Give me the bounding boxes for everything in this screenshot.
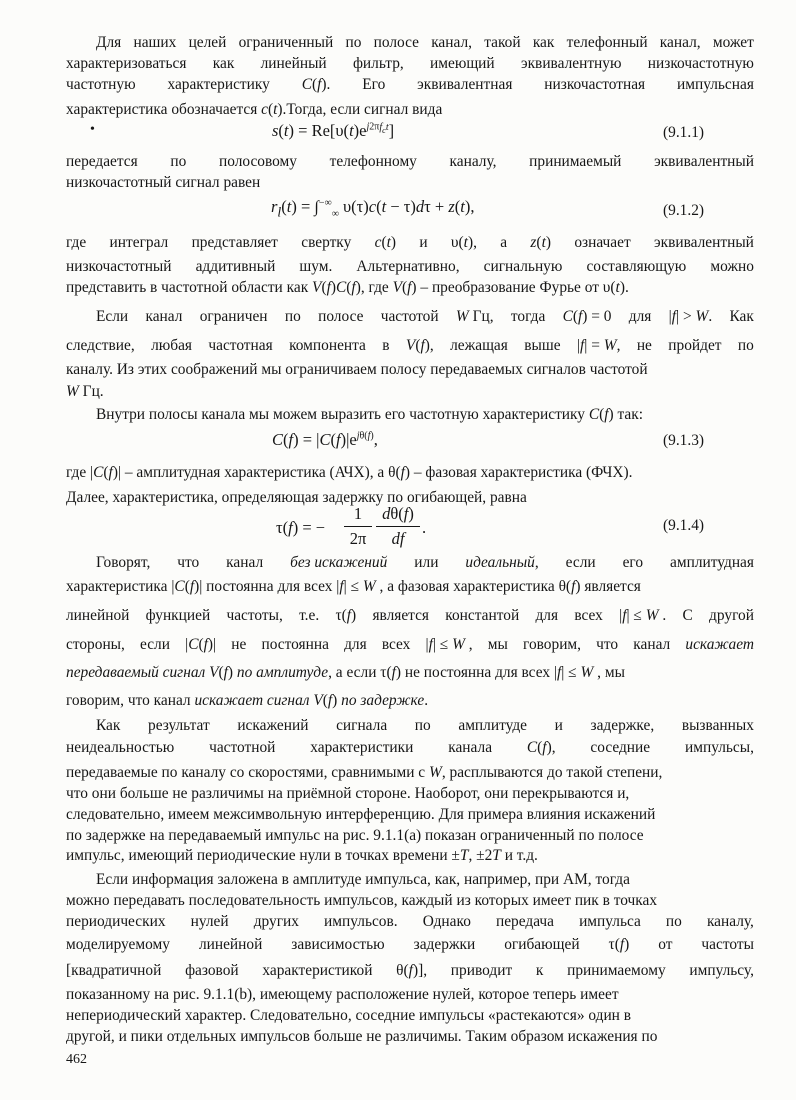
equation-9-1-4: τ(f) = − 1 2π dθ(f) df . [276, 504, 427, 548]
text-line: импульс, имеющий периодические нули в точках времени ±T, ±2T и т.д. [66, 847, 538, 864]
text-line: низкочастотный сигнал равен [66, 174, 261, 191]
word: по [345, 34, 362, 51]
text-line: Если информация заложена в амплитуде импульса, как, например, при АМ, тогда [96, 871, 630, 888]
word: Для [96, 34, 122, 51]
equation-9-1-2: $r_l(t) = \int^{-\infty}_\infty$ υ(τ)c(t − τ)dτ + z(t), [271, 197, 475, 220]
text-line: что они больше не различимы на приёмной стороне. Наоборот, они перекрываются и, [66, 785, 630, 802]
text-line: представить в частотной области как V(f)C(f), где V(f) – преобразование Фурье от υ(t). [66, 279, 629, 296]
equation-9-1-1: $s(t) = Re[\upsilon(t)e^{j2\pi f_ct}]$ [272, 121, 395, 140]
equation-number: (9.1.4) [663, 517, 705, 534]
text-line: передаваемые по каналу со скоростями, сравнимыми с W, расплываются до такой степени, [66, 764, 663, 781]
word: полосе [373, 34, 419, 51]
text-line: следствие, любая частотная компонента в V(f), лежащая выше |f| = W, не пройдет по [66, 337, 754, 354]
equation-9-1-3: $C(f) = |C(f)|e^{j\theta(f)}$, [272, 430, 378, 449]
text-line: стороны, если |C(f)| не постоянна для всех |f| ≤ W , мы говорим, что канал искажает [66, 636, 754, 653]
text-line: моделируемому линейной зависимостью задержки огибающей τ(f) от частоты [66, 936, 754, 953]
word: целей [188, 34, 227, 51]
text-line: характеризоваться как линейный фильтр, имеющий эквивалентную низкочастотную [66, 55, 754, 72]
equation-number: (9.1.2) [663, 202, 705, 219]
text-line: W Гц. [66, 383, 104, 400]
speck: • [90, 122, 95, 137]
text-line: частотную характеристику C(f). Его эквивалентная низкочастотная импульсная [66, 76, 754, 93]
word: наших [133, 34, 177, 51]
page-number: 462 [66, 1052, 87, 1067]
text-line: неидеальностью частотной характеристики канала C(f), соседние импульсы, [66, 739, 754, 756]
text-line: периодических нулей других импульсов. Однако передача импульса по каналу, [66, 913, 754, 930]
text-line: показанному на рис. 9.1.1(b), имеющему расположение нулей, которое теперь имеет [66, 986, 619, 1003]
text-line: по задержке на передаваемый импульс на рис. 9.1.1(а) показан ограниченный по полосе [66, 827, 644, 844]
text-line: каналу. Из этих соображений мы ограничиваем полосу передаваемых сигналов частотой [66, 361, 648, 378]
word: канал, [659, 34, 701, 51]
text-line: передаваемый сигнал V(f) по амплитуде, а если τ(f) не постоянна для всех |f| ≤ W , мы [66, 664, 625, 681]
text-line: Далее, характеристика, определяющая задержку по огибающей, равна [66, 489, 527, 506]
text-line: можно передавать последовательность импульсов, каждый из которых имеет пик в точках [66, 892, 658, 909]
word: такой [484, 34, 521, 51]
text-line: Как результат искажений сигнала по амплитуде и задержке, вызванных [96, 717, 754, 734]
text-line: Внутри полосы канала мы можем выразить его частотную характеристику C(f) так: [96, 406, 644, 423]
text-line: где |C(f)| – амплитудная характеристика (АЧХ), а θ(f) – фазовая характеристика (ФЧХ). [66, 464, 633, 481]
text-line [96, 33, 754, 52]
text-line: линейной функцией частоты, т.е. τ(f) является константой для всех |f| ≤ W . С другой [66, 607, 754, 624]
text-line: характеристика обозначается c(t).Тогда, если сигнал вида [66, 101, 443, 118]
text-line: Говорят, что канал без искажений или идеальный, если его амплитудная [96, 554, 754, 571]
text-line: непериодический характер. Следовательно, соседние импульсы «растекаются» один в [66, 1007, 632, 1024]
equation-number: (9.1.1) [663, 124, 705, 141]
word: ограниченный [238, 34, 334, 51]
text-line: [квадратичной фазовой характеристикой θ(f)], приводит к принимаемому импульсу, [66, 962, 754, 979]
word: как [532, 34, 555, 51]
text-line: следовательно, имеем межсимвольную интерференцию. Для примера влияния искажений [66, 806, 656, 823]
word: может [712, 34, 754, 51]
word: канал, [431, 34, 472, 51]
text-line: низкочастотный аддитивный шум. Альтернативно, сигнальную составляющую можно [66, 258, 754, 275]
text-line: говорим, что канал искажает сигнал V(f) по задержке. [66, 692, 429, 709]
equation-number: (9.1.3) [663, 432, 705, 449]
text-line: где интеграл представляет свертку c(t) и υ(t), а z(t) означает эквивалентный [66, 234, 754, 251]
text-line: другой, и пики отдельных импульсов больше не различимы. Таким образом искажения по [66, 1028, 658, 1045]
text-line: передается по полосовому телефонному каналу, принимаемый эквивалентный [66, 153, 754, 170]
text-line: Если канал ограничен по полосе частотой W Гц, тогда C(f) = 0 для |f| > W. Как [96, 308, 754, 325]
text-line: характеристика |C(f)| постоянна для всех |f| ≤ W , а фазовая характеристика θ(f) является [66, 578, 641, 595]
word: телефонный [566, 34, 648, 51]
